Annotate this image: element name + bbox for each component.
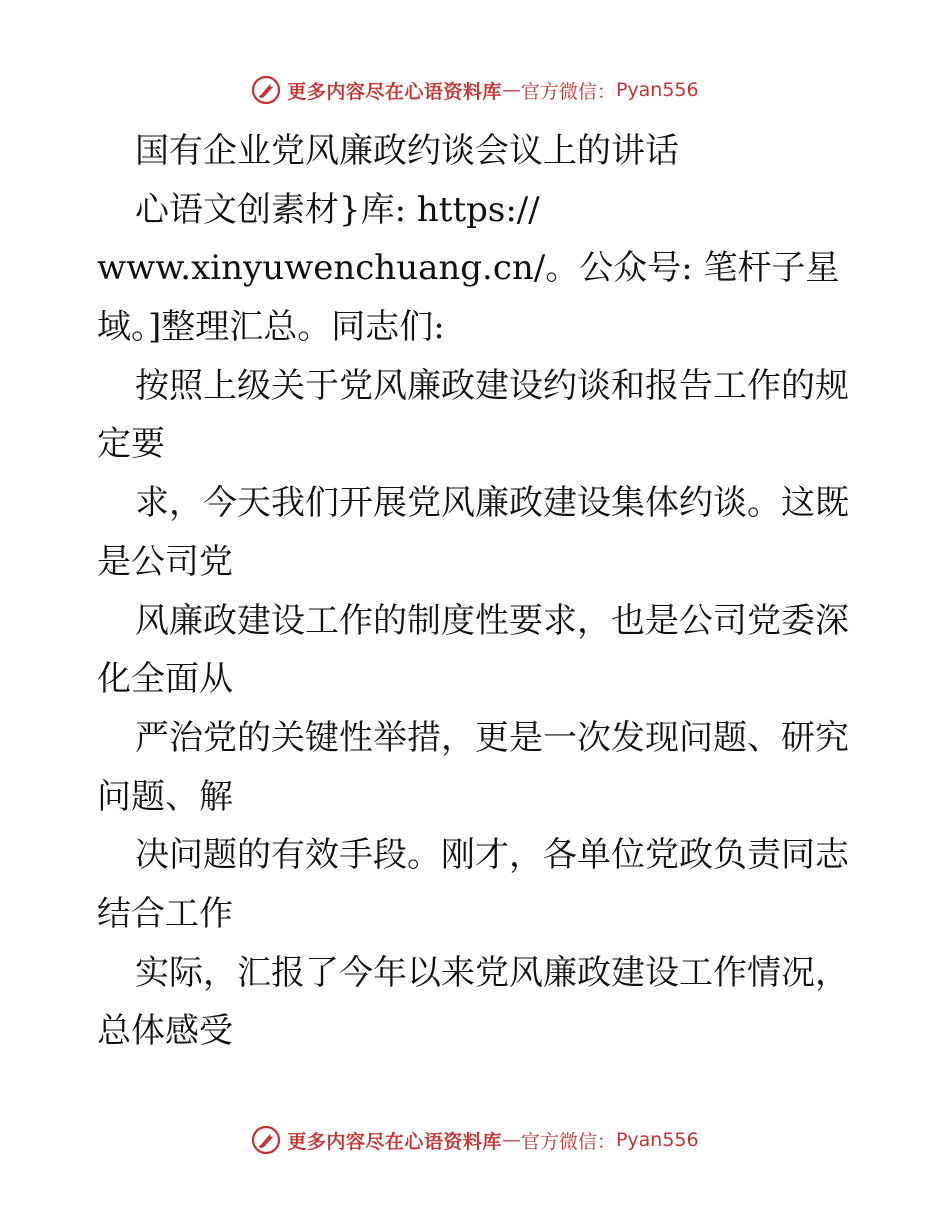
document-line: 国有企业党风廉政约谈会议上的讲话 bbox=[135, 131, 679, 171]
pen-nib-logo-icon bbox=[251, 1125, 281, 1155]
banner-separator: — bbox=[501, 79, 521, 101]
banner-separator: — bbox=[501, 1129, 521, 1151]
footer-watermark-banner bbox=[0, 1120, 950, 1160]
document-line: 是公司党 bbox=[97, 541, 233, 582]
banner-wechat-label: 官方微信： bbox=[520, 80, 616, 103]
document-line: 定要 bbox=[97, 424, 165, 465]
document-line: 结合工作 bbox=[97, 893, 233, 934]
banner-wechat-id: Pyan556 bbox=[615, 1129, 699, 1151]
document-line: 心语文创素材}库: https:// bbox=[135, 189, 540, 230]
banner-wechat-label: 官方微信： bbox=[520, 1130, 616, 1153]
header-watermark-banner bbox=[0, 70, 950, 110]
document-line: 决问题的有效手段。刚才，各单位党政负责同志 bbox=[135, 835, 849, 876]
banner-slogan: 更多内容尽在心语资料库 bbox=[287, 1130, 502, 1153]
document-line: 风廉政建设工作的制度性要求，也是公司党委深 bbox=[135, 600, 849, 641]
pen-nib-logo-icon bbox=[251, 75, 281, 105]
document-line: www.xinyuwenchuang.cn/。公众号: 笔杆子星 bbox=[97, 248, 840, 289]
document-line: 严治党的关键性举措，更是一次发现问题、研究 bbox=[135, 717, 849, 758]
document-line: 总体感受 bbox=[97, 1011, 233, 1052]
banner-slogan: 更多内容尽在心语资料库 bbox=[287, 80, 502, 103]
document-line: 求，今天我们开展党风廉政建设集体约谈。这既 bbox=[135, 483, 849, 524]
document-body bbox=[97, 122, 857, 1061]
document-line: 实际，汇报了今年以来党风廉政建设工作情况， bbox=[135, 952, 849, 993]
document-line: 化全面从 bbox=[97, 659, 233, 700]
document-line: 按照上级关于党风廉政建设约谈和报告工作的规 bbox=[135, 365, 849, 406]
document-line: 问题、解 bbox=[97, 776, 233, 817]
banner-wechat-id: Pyan556 bbox=[615, 79, 699, 101]
document-line: 域。]整理汇总。同志们: bbox=[97, 307, 445, 348]
